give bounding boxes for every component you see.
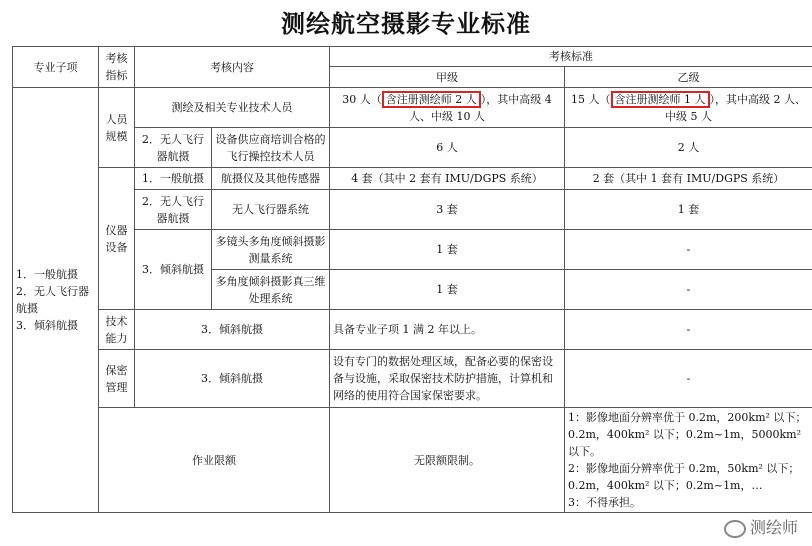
equipment-row1-content: 航摄仪及其他传感器: [212, 168, 330, 190]
equipment-row3-grade-b: -: [565, 230, 812, 270]
header-check-content: 考核内容: [135, 47, 330, 88]
watermark: [724, 515, 798, 538]
personnel-row2-sub: 2．无人飞行器航摄: [135, 128, 212, 168]
quota-grade-b: [565, 408, 812, 513]
equipment-row3-grade-a: 1 套: [330, 230, 565, 270]
security-content: 3．倾斜航摄: [135, 350, 330, 408]
quota-b-line: 3：不得承担。: [568, 496, 641, 509]
quota-b-line: 0.2m，400km² 以下；0.2m~1m，5000km² 以下。: [568, 428, 801, 458]
personnel-b-registered: 含注册测绘师 1 人: [611, 91, 710, 108]
header-grade-b: 乙级: [565, 67, 812, 88]
equipment-row2-grade-a: 3 套: [330, 190, 565, 230]
personnel-b-count: 15 人: [571, 92, 600, 106]
sub-items-cell: [13, 88, 99, 513]
equipment-row2-content: 无人飞行器系统: [212, 190, 330, 230]
header-check-indicator: 考核指标: [99, 47, 135, 88]
header-sub-item: 专业子项: [13, 47, 99, 88]
sub-item-1: 1．一般航摄: [16, 268, 78, 281]
quota-b-line: 2：影像地面分辨率优于 0.2m，50km² 以下；: [568, 462, 800, 475]
personnel-row2-content: 设备供应商培训合格的飞行操控技术人员: [212, 128, 330, 168]
tech-grade-b: -: [565, 310, 812, 350]
personnel-row1-grade-b: 15 人（ 含注册测绘师 1 人 ），其中高级 2 人、中级 5 人: [565, 88, 812, 128]
tech-content: 3．倾斜航摄: [135, 310, 330, 350]
equipment-row1-grade-b: 2 套（其中 1 套有 IMU/DGPS 系统）: [565, 168, 812, 190]
equipment-row3-sub: 3．倾斜航摄: [135, 230, 212, 310]
sub-item-2: 2．无人飞行器航摄: [16, 285, 89, 315]
personnel-a-rest: 其中高级 4 人、中级 10 人: [409, 92, 552, 123]
security-indicator: 保密管理: [99, 350, 135, 408]
quota-b-line: 1：影像地面分辨率优于 0.2m，200km² 以下；: [568, 411, 807, 424]
quota-content: 作业限额: [99, 408, 330, 513]
equipment-row1-sub: 1．一般航摄: [135, 168, 212, 190]
header-grade-a: 甲级: [330, 67, 565, 88]
security-grade-b: -: [565, 350, 812, 408]
sub-item-3: 3．倾斜航摄: [16, 319, 78, 332]
personnel-a-count: 30 人: [342, 92, 371, 106]
personnel-row2-grade-a: 6 人: [330, 128, 565, 168]
wechat-icon: [724, 520, 746, 538]
tech-grade-a: 具备专业子项 1 满 2 年以上。: [330, 310, 565, 350]
equipment-row4-grade-b: -: [565, 270, 812, 310]
security-grade-a: 设有专门的数据处理区域，配备必要的保密设备与设施，采取保密技术防护措施，计算机和网络的使用符合国家保密要求。: [330, 350, 565, 408]
personnel-a-registered: 含注册测绘师 2 人: [382, 91, 481, 108]
quota-b-line: 0.2m，400km² 以下；0.2m~1m，…: [568, 479, 763, 492]
equipment-indicator: 仪器设备: [99, 168, 135, 310]
personnel-row1-content: 测绘及相关专业技术人员: [135, 88, 330, 128]
equipment-row2-sub: 2．无人飞行器航摄: [135, 190, 212, 230]
standards-table: [12, 46, 812, 513]
tech-indicator: 技术能力: [99, 310, 135, 350]
equipment-row4-grade-a: 1 套: [330, 270, 565, 310]
personnel-row2-grade-b: 2 人: [565, 128, 812, 168]
personnel-row1-grade-a: 30 人（ 含注册测绘师 2 人 ），其中高级 4 人、中级 10 人: [330, 88, 565, 128]
equipment-row3-content: 多镜头多角度倾斜摄影测量系统: [212, 230, 330, 270]
equipment-row1-grade-a: 4 套（其中 2 套有 IMU/DGPS 系统）: [330, 168, 565, 190]
watermark-text: 测绘师: [749, 518, 798, 537]
personnel-b-rest: 其中高级 2 人、中级 5 人: [665, 92, 806, 123]
equipment-row2-grade-b: 1 套: [565, 190, 812, 230]
personnel-indicator: 人员规模: [99, 88, 135, 168]
equipment-row4-content: 多角度倾斜摄影真三维处理系统: [212, 270, 330, 310]
page-title: 测绘航空摄影专业标准: [281, 9, 531, 38]
header-check-standard: 考核标准: [330, 47, 812, 67]
quota-grade-a: 无限额限制。: [330, 408, 565, 513]
